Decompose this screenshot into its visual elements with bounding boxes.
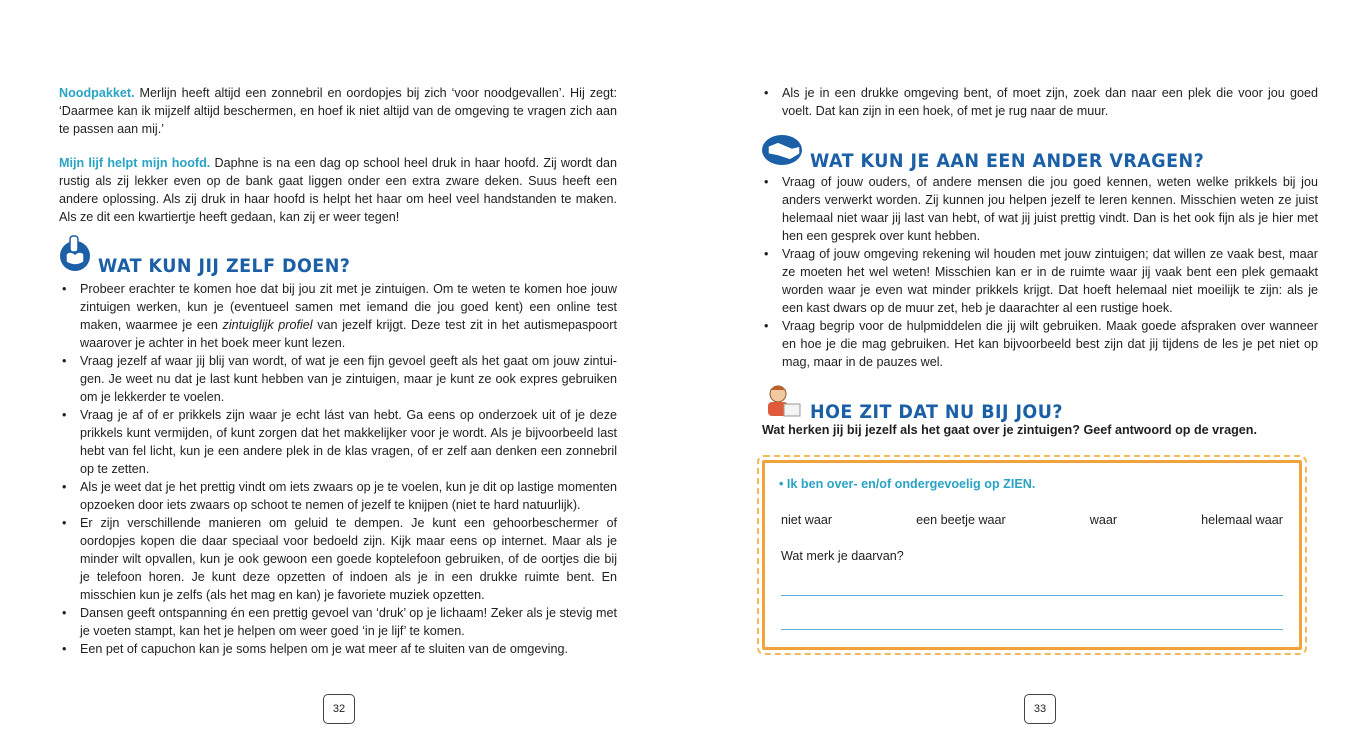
list-item-text: Probeer erachter te komen hoe dat bij jou zit met je zintuigen. Om te weten te komen hoe jouw zintuigen werken, kun je (eventueel samen met iemand die jou goed kent) een online test maken, waarmee je een — [80, 282, 617, 332]
intro-question: Wat herken jij bij jezelf als het gaat over je zintuigen? Geef antwoord op de vragen. — [762, 423, 1257, 437]
option-niet-waar[interactable]: niet waar — [781, 513, 833, 527]
quiz-title: • Ik ben over- en/of ondergevoelig op ZIEN. — [779, 477, 1036, 491]
thinking-person-icon — [762, 384, 804, 420]
heading-text: HOE ZIT DAT NU BIJ JOU? — [810, 401, 1063, 423]
list-item-text: van jezelf krijgt. Deze test zit in het autismepaspoort waarover je achter in het boek meer kunt lezen. — [80, 318, 617, 350]
handshake-icon — [760, 132, 808, 168]
section-heading-ander-vragen — [810, 150, 1238, 172]
quiz-question: Wat merk je daarvan? — [781, 549, 904, 563]
section-heading-zelf-doen — [98, 255, 372, 277]
list-item: • Dansen geeft ontspanning én een prettig gevoel van ‘druk’ op je lichaam! Zeker als je stevig met je voeten stampt, kan het je helpen om weer goed ‘in je lijf’ te komen. — [60, 604, 617, 640]
quiz-box — [762, 460, 1302, 650]
paragraph-noodpakket — [59, 84, 617, 138]
answer-line[interactable] — [781, 629, 1283, 630]
list-item: • Vraag je af of er prikkels zijn waar je echt lást van hebt. Ga eens op onderzoek uit of je deze prikkels kunt vermijden, of kunt zorgen dat het makkelijker voor je wordt. Als je bijvoorbeeld last hebt van fel licht, kun je een andere plek in de klas vragen, of er zelf aan denken een zonnebril op te zetten. — [60, 406, 617, 478]
list-item: • Er zijn verschillende manieren om geluid te dempen. Je kunt een gehoorbeschermer of oordopjes kopen die daar speciaal voor bedoeld zijn. Kijk maar eens op internet. Maar als je minder wilt opvallen, kun je ook gewoon een goede koptelefoon gebruiken, of de oortjes die bij je telefoon horen. Je kunt deze opzetten of indoen als je in een drukke ruimte bent. En misschien kun je zelfs (als het mag en kan) je favoriete muziek opzetten. — [60, 514, 617, 604]
paragraph-text: Daphne is na een dag op school heel druk in haar hoofd. Zij wordt dan rustig als zij lekker even op de bank gaat liggen onder een extra zware deken. Suus heeft een andere oplossing. Als zij druk in haar hoofd is helpt het haar om heel veel handstanden te maken. Als ze dit een kwartiertje heeft gedaan, kan zij er weer tegen! — [59, 156, 617, 224]
paragraph-lead: Mijn lijf helpt mijn hoofd. — [59, 156, 211, 170]
wrench-hand-icon — [58, 234, 94, 274]
list-item-emphasis: zintuiglijk profiel — [222, 318, 313, 332]
list-item: • Een pet of capuchon kan je soms helpen om je wat meer af te sluiten van de omgeving. — [60, 640, 617, 658]
option-helemaal-waar[interactable]: helemaal waar — [1201, 513, 1283, 527]
bullet-list-top — [762, 84, 1318, 120]
list-item: • Vraag of jouw ouders, of andere mensen die jou goed kennen, weten welke prikkels bij jou anders verwerkt worden. Zij kunnen jou helpen jezelf te leren kennen. Misschien weten ze juist helemaal niet waar jij last van hebt, of wat jij juist prettig vindt. Dan is het ook fijn als je hier met hen een gesprek over kunt hebben. — [762, 173, 1318, 245]
page-number: 33 — [1024, 694, 1056, 724]
section-heading-bij-jou — [810, 401, 1085, 423]
list-item: • Vraag begrip voor de hulpmiddelen die jij wilt gebruiken. Maak goede afspraken over wanneer en hoe je die mag gebruiken. Het kan bijvoorbeeld best zijn dat jij tijdens de les je pet niet op mag, maar in de pauzes wel. — [762, 317, 1318, 371]
paragraph-text: Merlijn heeft altijd een zonnebril en oordopjes bij zich ‘voor noodgevallen’. Hij zegt: ‘Daarmee kan ik mijzelf altijd beschermen, en hoef ik niet altijd van de omgeving te vragen zich aan te passen aan mij.’ — [59, 86, 617, 136]
list-item: • Vraag jezelf af waar jij blij van wordt, of wat je een fijn gevoel geeft als het gaat om jouw zintui-gen. Je weet nu dat je last kunt hebben van je zintuigen, maar je kunt ze ook expres gebruiken om je lekkerder te voelen. — [60, 352, 617, 406]
heading-text: WAT KUN JIJ ZELF DOEN? — [98, 255, 351, 277]
option-waar[interactable]: waar — [1089, 513, 1118, 527]
bullet-list-zelf-doen — [60, 280, 617, 658]
bullet-list-ander-vragen — [762, 173, 1318, 371]
paragraph-mijn-lijf — [59, 154, 617, 226]
page-right — [684, 0, 1368, 744]
list-item: • Als je in een drukke omgeving bent, of moet zijn, zoek dan naar een plek die voor jou goed voelt. Dat kan zijn in een hoek, of met je rug naar de muur. — [762, 84, 1318, 120]
list-item — [60, 280, 617, 352]
answer-line[interactable] — [781, 595, 1283, 596]
paragraph-lead: Noodpakket. — [59, 86, 135, 100]
page-number: 32 — [323, 694, 355, 724]
heading-text: WAT KUN JE AAN EEN ANDER VRAGEN? — [810, 150, 1205, 172]
option-een-beetje-waar[interactable]: een beetje waar — [916, 513, 1006, 527]
list-item: • Als je weet dat je het prettig vindt om iets zwaars op je te voelen, kun je dit op lastige momenten opzoeken door iets zwaars op schoot te nemen of jezelf te knijpen (niet te hard natuurlijk). — [60, 478, 617, 514]
list-item: • Vraag of jouw omgeving rekening wil houden met jouw zintuigen; dat willen ze vaak best, maar ze moeten het wel weten! Misschien kan er in de ruimte waar jij vaak bent een plek gemaakt worden waar je even wat minder prikkels krijgt. Dat hoeft helemaal niet moeilijk te zijn: als je een kast dwars op de muur zet, heb je daarachter al een rustige hoek. — [762, 245, 1318, 317]
answer-scale — [781, 513, 1283, 527]
